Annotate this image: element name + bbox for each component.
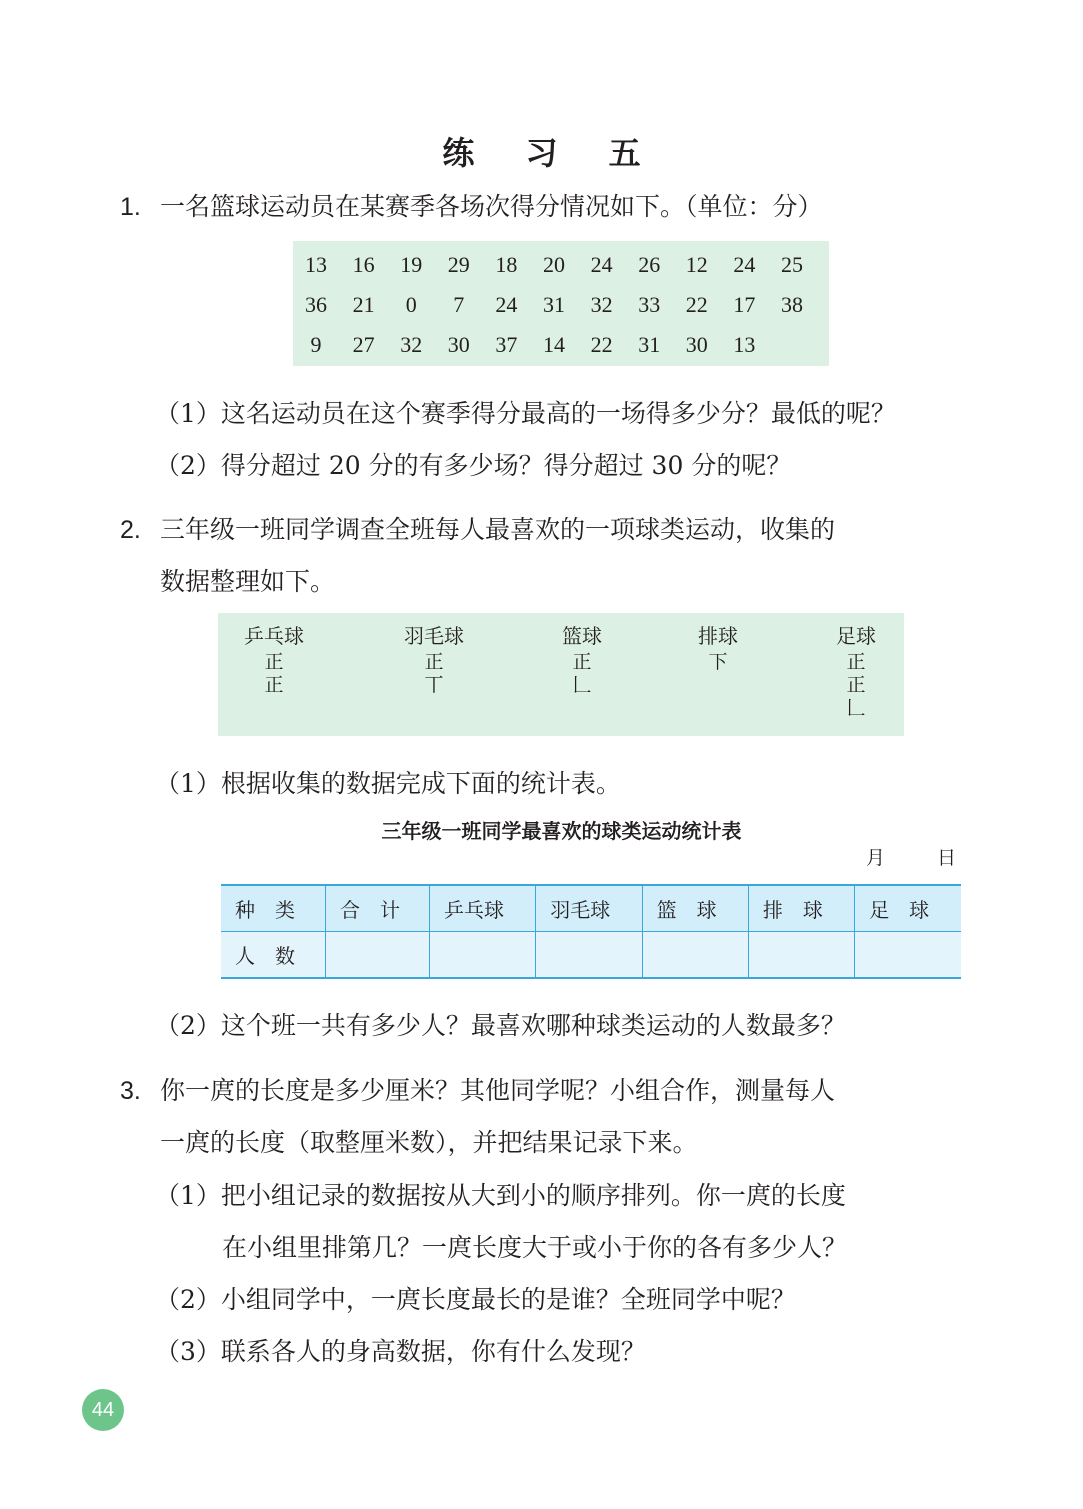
question-2-sub-2: （2）这个班一共有多少人？最喜欢哪种球类运动的人数最多？ xyxy=(155,1011,846,1040)
score-value: 30 xyxy=(685,332,708,357)
tally-label: 羽毛球 xyxy=(404,624,464,648)
question-3-number: 3. xyxy=(120,1077,141,1105)
tally-mark: 丅 xyxy=(424,674,444,696)
score-value: 31 xyxy=(543,292,565,317)
tally-column-badminton xyxy=(384,621,484,697)
score-value: 32 xyxy=(590,292,613,317)
page-number-badge: 44 xyxy=(82,1389,124,1431)
tally-mark: 正 xyxy=(264,651,284,673)
tally-column-volleyball xyxy=(668,621,768,674)
table-header-cell: 足 球 xyxy=(855,885,961,932)
question-3-line-2: 一庹的长度（取整厘米数），并把结果记录下来。 xyxy=(160,1128,698,1157)
table-row-label: 人 数 xyxy=(221,932,326,979)
score-value: 17 xyxy=(733,292,756,317)
score-value: 37 xyxy=(495,332,518,357)
question-1-number: 1. xyxy=(120,193,141,221)
score-value: 16 xyxy=(352,252,375,277)
score-row xyxy=(293,245,829,285)
table-blank-cell-football[interactable] xyxy=(855,932,961,979)
score-value: 27 xyxy=(352,332,375,357)
score-value: 13 xyxy=(305,252,327,277)
table-blank-cell-total[interactable] xyxy=(326,932,430,979)
score-value: 36 xyxy=(305,292,327,317)
question-3-sub-3: （3）联系各人的身高数据，你有什么发现？ xyxy=(155,1337,646,1366)
tally-mark: 𠃊 xyxy=(846,697,866,719)
statistics-table xyxy=(221,884,961,979)
score-value: 22 xyxy=(590,332,613,357)
tally-column-basketball xyxy=(532,621,632,697)
table-blank-cell-basketball[interactable] xyxy=(642,932,748,979)
table-header-cell: 篮 球 xyxy=(642,885,748,932)
score-value: 13 xyxy=(733,332,756,357)
question-3-sub-2: （2）小组同学中，一庹长度最长的是谁？全班同学中呢？ xyxy=(155,1285,796,1314)
score-row xyxy=(293,285,829,325)
score-value: 29 xyxy=(447,252,470,277)
score-value: 24 xyxy=(495,292,518,317)
score-value: 19 xyxy=(400,252,423,277)
question-3-line-1: 你一庹的长度是多少厘米？其他同学呢？小组合作，测量每人 xyxy=(160,1076,836,1105)
score-grid xyxy=(293,241,829,366)
score-value: 18 xyxy=(495,252,518,277)
tally-mark: 正 xyxy=(846,674,866,696)
score-value: 31 xyxy=(638,332,661,357)
score-value: 9 xyxy=(310,332,322,357)
table-blank-cell-badminton[interactable] xyxy=(536,932,642,979)
score-value: 7 xyxy=(453,292,465,317)
tally-label: 足球 xyxy=(836,624,876,648)
question-2-sub-1: （1）根据收集的数据完成下面的统计表。 xyxy=(155,769,621,798)
tally-mark: 正 xyxy=(846,651,866,673)
question-1 xyxy=(120,187,823,223)
question-3-sub-1: （1）把小组记录的数据按从大到小的顺序排列。你一庹的长度 xyxy=(155,1181,846,1210)
exercise-title: 练 习 五 xyxy=(442,134,661,172)
table-header-cell: 种 类 xyxy=(221,885,326,932)
table-header-cell: 排 球 xyxy=(748,885,854,932)
tally-label: 排球 xyxy=(698,624,738,648)
score-value: 14 xyxy=(543,332,565,357)
score-value: 38 xyxy=(781,292,803,317)
table-blank-cell-volleyball[interactable] xyxy=(748,932,854,979)
question-2 xyxy=(120,510,835,546)
question-2-number: 2. xyxy=(120,516,141,544)
score-value: 30 xyxy=(447,332,470,357)
score-value: 24 xyxy=(733,252,756,277)
score-value: 24 xyxy=(590,252,613,277)
tally-mark: 下 xyxy=(708,651,728,673)
score-value: 12 xyxy=(685,252,708,277)
score-value: 22 xyxy=(685,292,708,317)
score-value: 21 xyxy=(352,292,375,317)
score-row xyxy=(293,325,829,365)
tally-column-football xyxy=(806,621,906,720)
question-3 xyxy=(120,1071,835,1107)
score-value: 32 xyxy=(400,332,423,357)
question-2-line-1: 三年级一班同学调查全班每人最喜欢的一项球类运动，收集的 xyxy=(160,515,836,544)
question-1-text: 一名篮球运动员在某赛季各场次得分情况如下。（单位：分） xyxy=(160,192,823,221)
tally-column-pingpong xyxy=(224,621,324,697)
tally-label: 篮球 xyxy=(562,624,602,648)
score-value: 26 xyxy=(638,252,661,277)
table-header-cell: 合 计 xyxy=(326,885,430,932)
tally-mark: 正 xyxy=(264,674,284,696)
table-header-row xyxy=(221,885,961,932)
date-day: 日 xyxy=(937,847,957,869)
date-month: 月 xyxy=(866,847,886,869)
question-1-sub-2: （2）得分超过 20 分的有多少场？得分超过 30 分的呢？ xyxy=(155,451,792,480)
table-title: 三年级一班同学最喜欢的球类运动统计表 xyxy=(381,819,742,843)
score-value: 33 xyxy=(638,292,661,317)
tally-mark: 正 xyxy=(572,651,592,673)
question-2-line-2: 数据整理如下。 xyxy=(160,567,336,596)
score-value: 25 xyxy=(781,252,803,277)
table-blank-cell-pingpong[interactable] xyxy=(430,932,536,979)
tally-label: 乒乓球 xyxy=(244,624,304,648)
table-row xyxy=(221,932,961,979)
question-3-sub-1-cont: 在小组里排第几？一庹长度大于或小于你的各有多少人？ xyxy=(222,1233,848,1262)
table-header-cell: 乒乓球 xyxy=(430,885,536,932)
tally-box xyxy=(218,613,904,736)
score-value: 20 xyxy=(543,252,565,277)
date-field xyxy=(866,843,956,870)
score-value: 0 xyxy=(405,292,417,317)
table-header-cell: 羽毛球 xyxy=(536,885,642,932)
question-1-sub-1: （1）这名运动员在这个赛季得分最高的一场得多少分？最低的呢？ xyxy=(155,399,896,428)
tally-mark: 正 xyxy=(424,651,444,673)
tally-mark: 𠃊 xyxy=(572,674,592,696)
